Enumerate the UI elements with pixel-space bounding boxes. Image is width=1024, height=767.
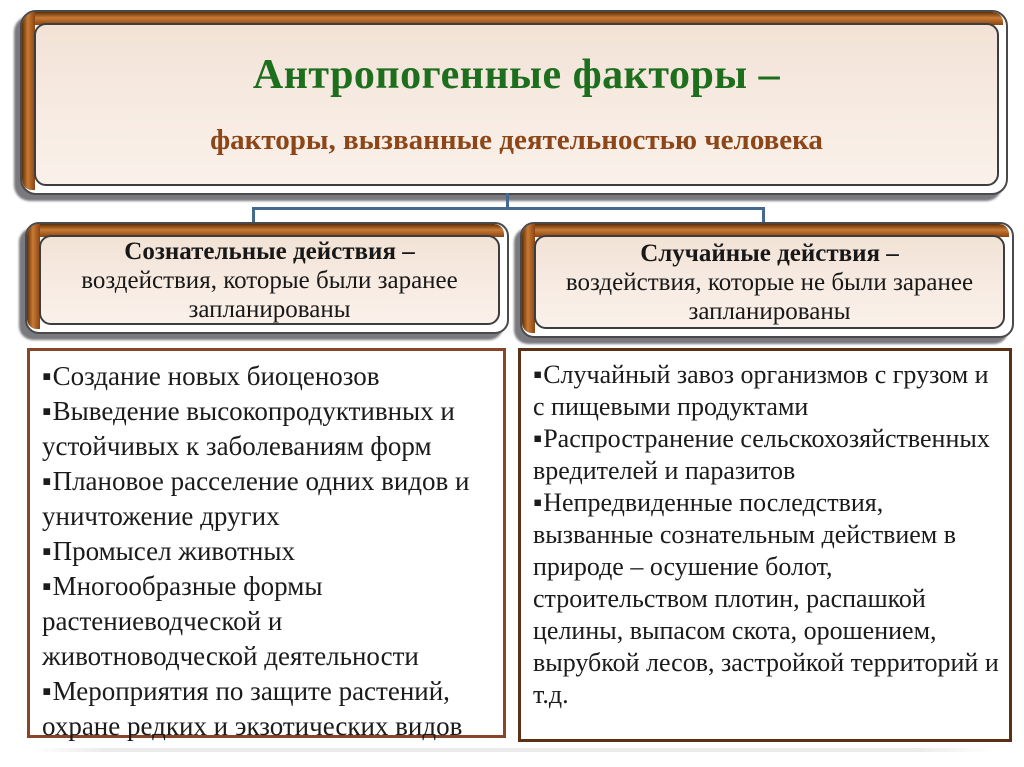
branch-description-conscious: воздействия, которые были заранее запланированы (81, 266, 458, 323)
branch-box-accidental (520, 222, 1014, 338)
list-item: ▪ Многообразные формы растениеводческой и животноводческой деятельности (42, 569, 495, 674)
title-box (20, 10, 1008, 195)
content-box-accidental (518, 348, 1012, 742)
conscious-actions-list (30, 351, 503, 744)
list-item: ▪ Распространение сельскохозяйственных вредителей и паразитов (533, 423, 1001, 487)
list-item: ▪ Непредвиденные последствия, вызванные сознательным действием в природе – осушение болот, строительством плотин, распашкой целины, выпасом скота, орошением, вырубкой лесов, застройкой территорий и т.д. (533, 487, 1001, 711)
page-subtitle: факторы, вызванные деятельностью человека (210, 123, 823, 156)
list-item: ▪ Создание новых биоценозов (42, 359, 495, 394)
accidental-actions-list (521, 351, 1009, 711)
title-box-inner (34, 23, 999, 186)
connector-horizontal (252, 207, 765, 210)
branch-description-accidental: воздействия, которые не были заранее запланированы (565, 268, 974, 325)
slide-bottom-divider (30, 748, 994, 752)
branch-box-accidental-inner (534, 235, 1005, 329)
branch-box-conscious-inner (39, 235, 500, 325)
branch-heading-accidental: Случайные действия – (640, 239, 899, 267)
content-box-conscious (27, 348, 506, 741)
list-item: ▪ Промысел животных (42, 534, 495, 569)
branch-heading-conscious: Сознательные действия – (124, 237, 415, 265)
list-item: ▪ Выведение высокопродуктивных и устойчивых к заболеваниям форм (42, 394, 495, 464)
branch-box-conscious (25, 222, 509, 334)
list-item: ▪ Случайный завоз организмов с грузом и с пищевыми продуктами (533, 359, 1001, 423)
list-item: ▪ Мероприятия по защите растений, охране редких и экзотических видов (42, 674, 495, 744)
list-item: ▪ Плановое расселение одних видов и уничтожение других (42, 464, 495, 534)
page-title: Антропогенные факторы – (252, 52, 781, 99)
